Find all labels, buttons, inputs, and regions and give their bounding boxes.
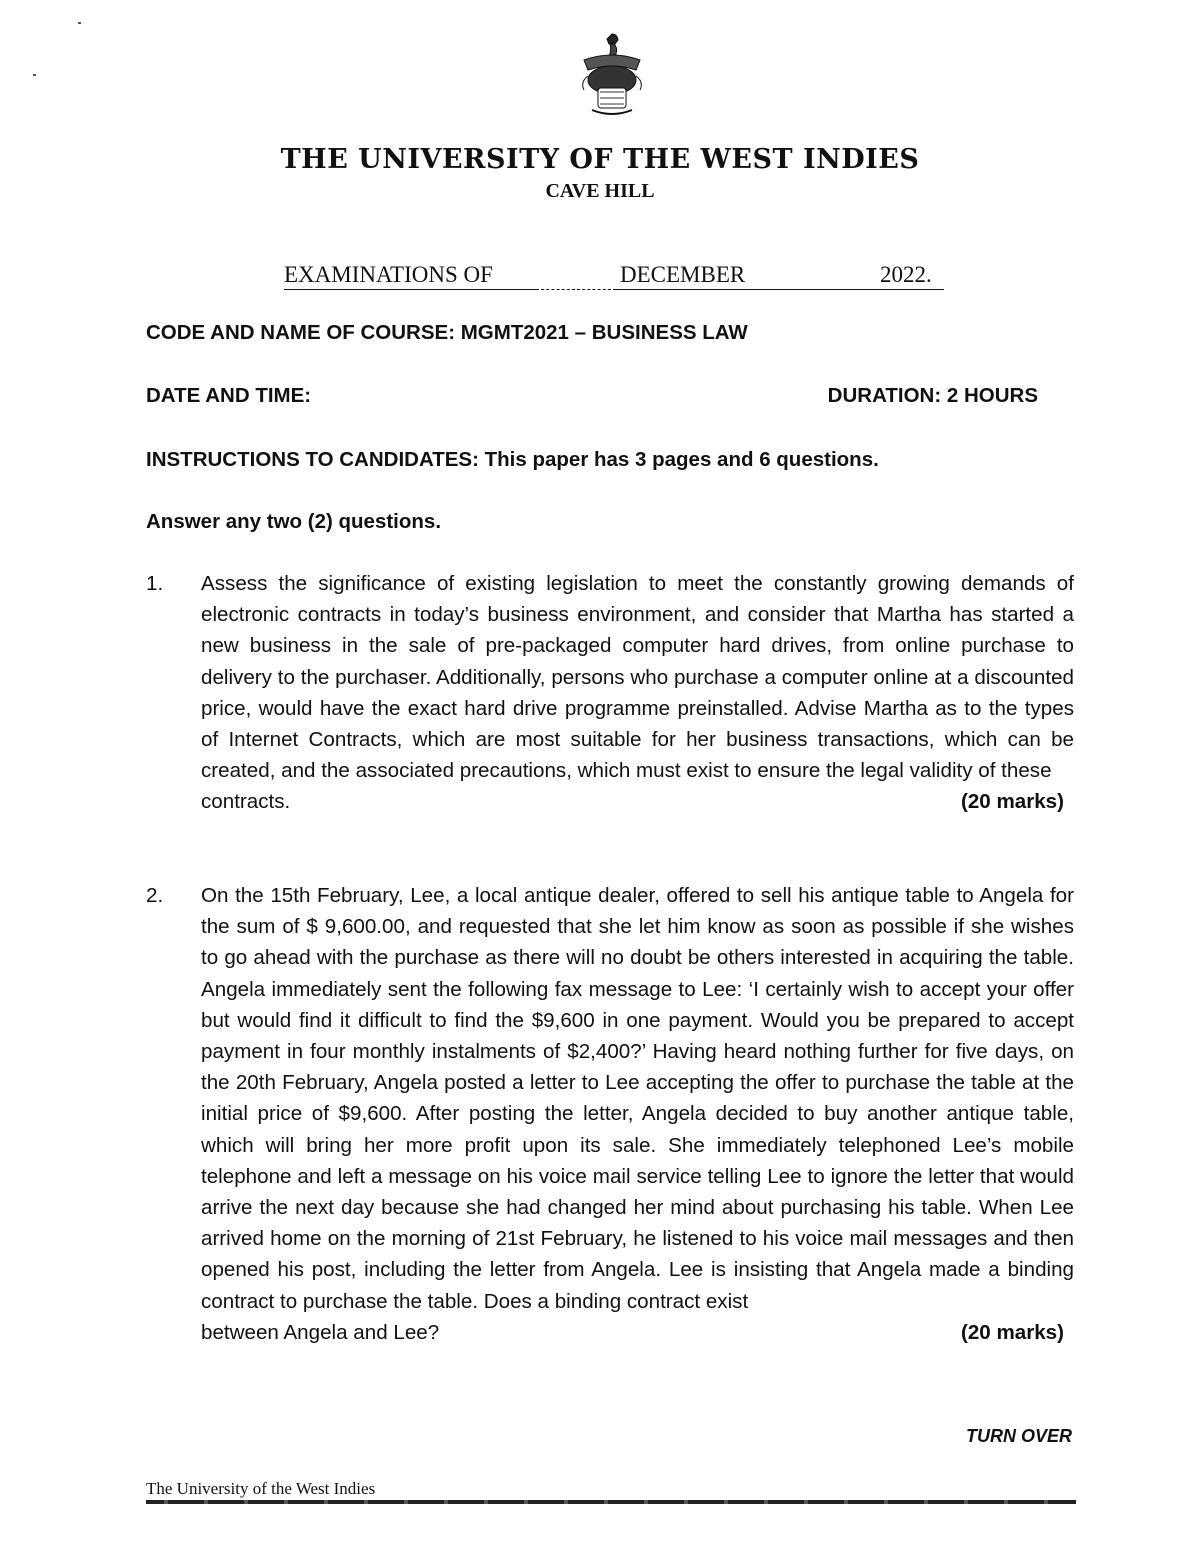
duration-label: DURATION: 2 HOURS bbox=[827, 384, 1038, 407]
instructions: INSTRUCTIONS TO CANDIDATES: This paper has 3 pages and 6 questions. bbox=[146, 448, 879, 471]
question-marks: (20 marks) bbox=[960, 790, 1064, 814]
answer-rule: Answer any two (2) questions. bbox=[146, 510, 442, 533]
course-code-name: CODE AND NAME OF COURSE: MGMT2021 – BUSINESS LAW bbox=[146, 321, 748, 344]
university-crest-icon bbox=[570, 30, 654, 120]
exam-prefix: EXAMINATIONS OF bbox=[284, 262, 493, 287]
question-text: Assess the significance of existing legislation to meet the constantly growing demands of electronic contracts in today’s business environment, and consider that Martha has started a new business in the sale of pre-packaged computer hard drives, from online purchase to delivery to the purchaser. Additionally, persons who purchase a computer online at a discounted price, would have the exact hard drive programme preinstalled. Advise Martha as to the types of Internet Contracts, which are most suitable for her business transactions, which can be created, and the associated precautions, which must exist to ensure the legal validity of these bbox=[201, 572, 1074, 783]
question-number: 1. bbox=[146, 572, 164, 595]
question-marks: (20 marks) bbox=[960, 1320, 1064, 1344]
date-time-label: DATE AND TIME: bbox=[146, 384, 312, 407]
exam-month: DECEMBER bbox=[620, 262, 746, 287]
question-last-line: between Angela and Lee? bbox=[201, 1320, 440, 1344]
question-last-line: contracts. bbox=[201, 790, 291, 814]
campus-name: CAVE HILL bbox=[545, 180, 655, 202]
exam-year: 2022. bbox=[880, 262, 932, 287]
footer-rule bbox=[146, 1500, 1076, 1504]
university-name: THE UNIVERSITY OF THE WEST INDIES bbox=[280, 144, 920, 175]
question-2 bbox=[146, 880, 1074, 1348]
question-text: On the 15th February, Lee, a local antique dealer, offered to sell his antique table to Angela for the sum of $ 9,600.00, and requested that she let him know as soon as possible if she wishes to go ahead with the purchase as there will no doubt be others interested in acquiring the table. Angela immediately sent the following fax message to Lee: ‘I certainly wish to accept your offer but would find it difficult to find the $9,600 in one payment. Would you be prepared to accept payment in four monthly instalments of $2,400?’ Having heard nothing further for five days, on the 20th February, Angela posted a letter to Lee accepting the offer to purchase the table at the initial price of $9,600. After posting the letter, Angela decided to buy another antique table, which will bring her more profit upon its sale. She immediately telephoned Lee’s mobile telephone and left a message on his voice mail service telling Lee to ignore the letter that would arrive the next day because she had changed her mind about purchasing his table. When Lee arrived home on the morning of 21st February, he listened to his voice mail messages and then opened his post, including the letter from Angela. Lee is insisting that Angela made a binding contract to purchase the table. Does a binding contract exist bbox=[201, 884, 1074, 1313]
question-1 bbox=[146, 568, 1074, 818]
exam-session-line bbox=[284, 262, 944, 292]
turn-over-label: TURN OVER bbox=[965, 1426, 1072, 1446]
footer-institution: The University of the West Indies bbox=[146, 1479, 376, 1498]
question-number: 2. bbox=[146, 884, 164, 907]
